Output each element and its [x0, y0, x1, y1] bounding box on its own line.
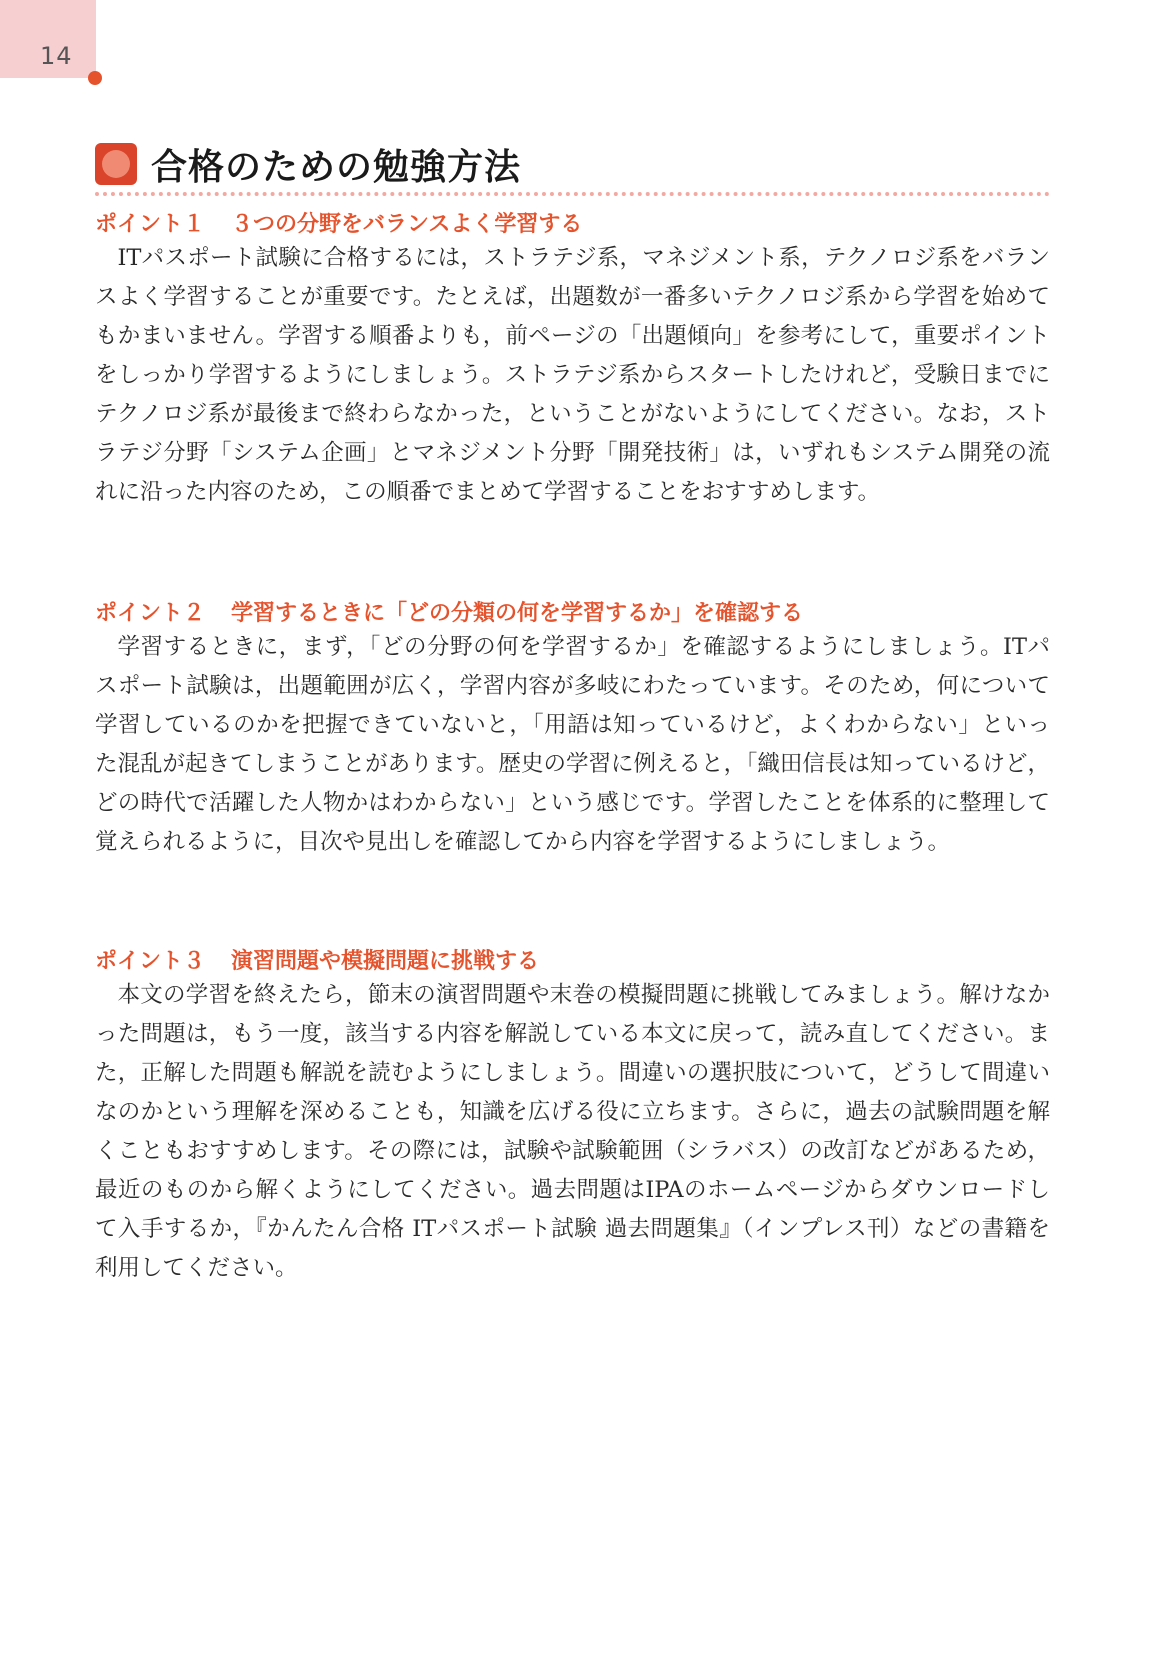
point-2-title: 学習するときに「どの分類の何を学習するか」を確認する — [231, 601, 804, 626]
point-3-label: ポイント３ — [95, 949, 206, 974]
point-2-body: 学習するときに，まず，「どの分野の何を学習するか」を確認するようにしましょう。ITパスポート試験は，出題範囲が広く，学習内容が多岐にわたっています。そのため，何について学習しているのかを把握できていないと，「用語は知っているけど，よくわからない」といった混乱が起きてしまうことがあります。歴史の学習に例えると，「織田信長は知っているけど，どの時代で活躍した人物かはわからない」という感じです。学習したことを体系的に整理して覚えられるように，目次や見出しを確認してから内容を学習するようにしましょう。 — [95, 634, 1050, 855]
heading-square-circle-icon — [95, 143, 137, 185]
point-1-body: ITパスポート試験に合格するには，ストラテジ系，マネジメント系，テクノロジ系をバランスよく学習することが重要です。たとえば，出題数が一番多いテクノロジ系から学習を始めてもかまいません。学習する順番よりも，前ページの「出題傾向」を参考にして，重要ポイントをしっかり学習するようにしましょう。ストラテジ系からスタートしたけれど，受験日までにテクノロジ系が最後まで終わらなかった，ということがないようにしてください。なお，ストラテジ分野「システム企画」とマネジメント分野「開発技術」は，いずれもシステム開発の流れに沿った内容のため，この順番でまとめて学習することをおすすめします。 — [95, 245, 1050, 505]
section-title: 合格のための勉強方法 — [151, 146, 522, 188]
section-heading — [95, 138, 1045, 190]
point-1-label: ポイント１ — [95, 212, 206, 237]
point-2-label: ポイント２ — [95, 601, 206, 626]
heading-circle-icon — [102, 150, 130, 178]
point-3-heading — [95, 944, 539, 975]
point-3-body: 本文の学習を終えたら，節末の演習問題や末巻の模擬問題に挑戦してみましょう。解けなかった問題は，もう一度，該当する内容を解説している本文に戻って，読み直してください。また，正解した問題も解説を読むようにしましょう。間違いの選択肢について，どうして間違いなのかという理解を深めることも，知識を広げる役に立ちます。さらに，過去の試験問題を解くこともおすすめします。その際には，試験や試験範囲（シラバス）の改訂などがあるため，最近のものから解くようにしてください。過去問題はIPAのホームページからダウンロードして入手するか，『かんたん合格 ITパスポート試験 過去問題集』（インプレス刊）などの書籍を利用してください。 — [95, 982, 1050, 1281]
point-3-title: 演習問題や模擬問題に挑戦する — [231, 949, 540, 974]
page-dot-icon — [88, 71, 102, 85]
dotted-divider — [95, 192, 1050, 196]
point-2-heading — [95, 596, 803, 627]
page-number: 14 — [40, 42, 73, 70]
point-1-title: ３つの分野をバランスよく学習する — [231, 212, 583, 237]
point-1-heading — [95, 207, 582, 238]
